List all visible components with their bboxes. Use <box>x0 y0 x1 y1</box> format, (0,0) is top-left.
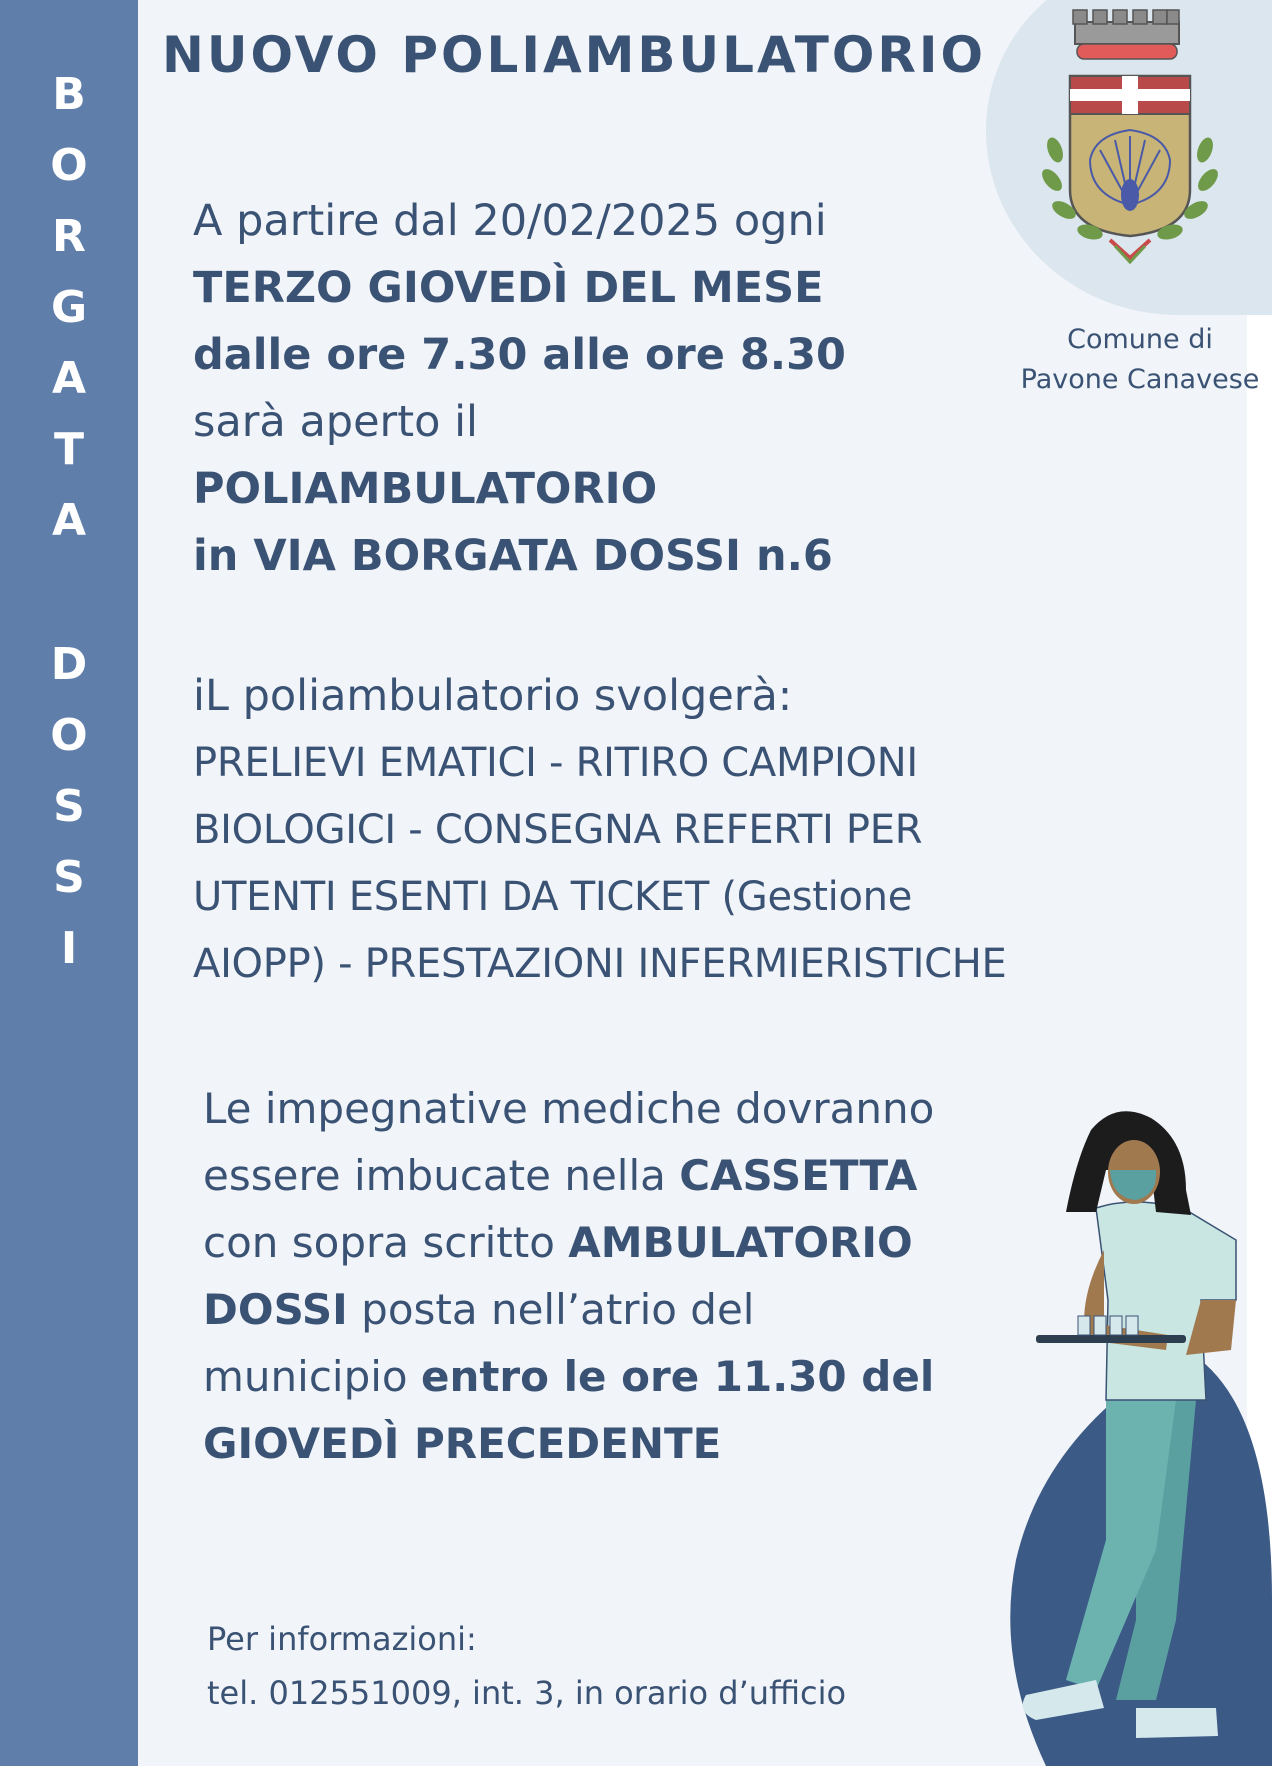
services-heading: iL poliambulatorio svolgerà: <box>193 671 793 721</box>
sidebar-letter: A <box>51 495 87 546</box>
contact-label: Per informazioni: <box>207 1620 477 1658</box>
instructions-line-4: DOSSI posta nell’atrio del <box>203 1285 755 1334</box>
services-line-1: PRELIEVI EMATICI - RITIRO CAMPIONI <box>193 740 918 786</box>
intro-line-1: A partire dal 20/02/2025 ogni <box>193 196 827 246</box>
sidebar-letter: I <box>60 923 78 974</box>
services-line-3: UTENTI ESENTI DA TICKET (Gestione <box>193 874 913 920</box>
services-line-4: AIOPP) - PRESTAZIONI INFERMIERISTICHE <box>193 941 1007 987</box>
sidebar-letter: S <box>53 852 85 903</box>
instructions-line-1: Le impegnative mediche dovranno <box>203 1084 935 1133</box>
sidebar-letter: T <box>53 424 84 475</box>
crest-label-line2: Pavone Canavese <box>1020 364 1260 395</box>
services-line-2: BIOLOGICI - CONSEGNA REFERTI PER <box>193 807 923 853</box>
intro-line-2: TERZO GIOVEDÌ DEL MESE <box>193 263 824 313</box>
sidebar-letter: O <box>50 710 88 761</box>
crest-label-line1: Comune di <box>1067 324 1213 355</box>
sidebar-letter: B <box>52 69 86 120</box>
instructions-line-2: essere imbucate nella CASSETTA <box>203 1151 918 1200</box>
sidebar-letter: S <box>53 781 85 832</box>
nurse-illustration <box>986 1100 1272 1766</box>
intro-line-4: sarà aperto il <box>193 397 478 447</box>
sidebar-letter: R <box>52 211 86 262</box>
intro-line-6: in VIA BORGATA DOSSI n.6 <box>193 531 833 581</box>
instructions-line-3: con sopra scritto AMBULATORIO <box>203 1218 913 1267</box>
page-title: NUOVO POLIAMBULATORIO <box>162 26 987 84</box>
sidebar-letter: G <box>50 282 88 333</box>
instructions-line-5: municipio entro le ore 11.30 del <box>203 1352 935 1401</box>
sidebar-letter: A <box>51 353 87 404</box>
contact-details: tel. 012551009, int. 3, in orario d’ufficio <box>207 1674 847 1712</box>
sidebar-vertical-title <box>0 0 138 1766</box>
coat-of-arms-icon <box>1020 0 1250 300</box>
sidebar-letter: D <box>50 639 88 690</box>
instructions-line-6: GIOVEDÌ PRECEDENTE <box>203 1419 722 1468</box>
intro-line-3: dalle ore 7.30 alle ore 8.30 <box>193 330 846 380</box>
sidebar-letter: O <box>50 140 88 191</box>
intro-line-5: POLIAMBULATORIO <box>193 464 658 514</box>
